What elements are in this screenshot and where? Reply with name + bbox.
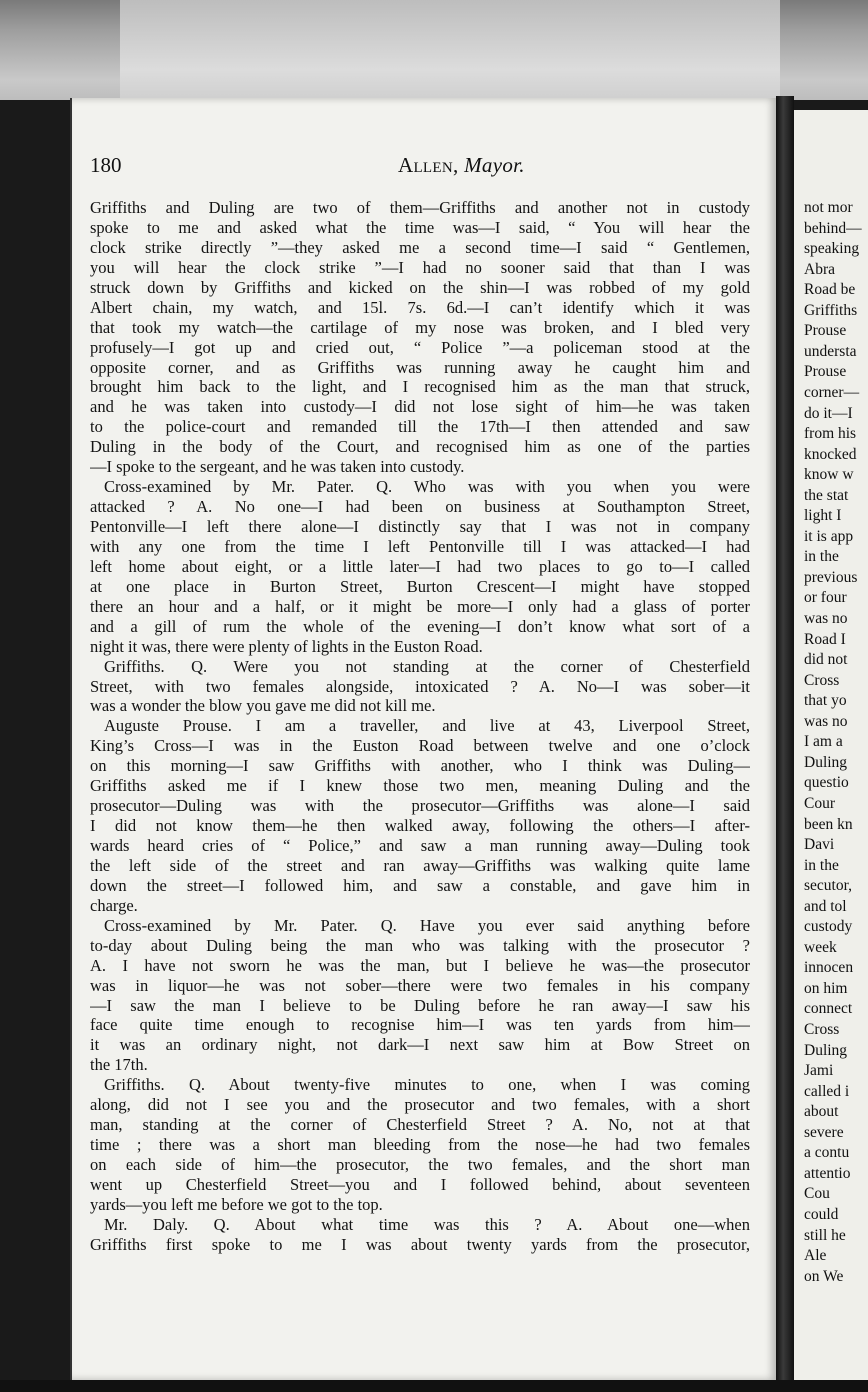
text-line: charge. — [90, 895, 138, 915]
facing-page-line: been kn — [804, 815, 853, 833]
text-line: brought him back to the light, and I recognised him as the man that struck, — [90, 377, 750, 397]
text-line: and a gill of rum the whole of the evening—I don’t know what sort of a — [90, 616, 750, 636]
text-line: profusely—I got up and cried out, “ Police ”—a policeman stood at the — [90, 337, 750, 357]
text-line: I did not know them—he then walked away, following the others—I after- — [90, 816, 750, 836]
text-line: prosecutor—Duling was with the prosecutor—Griffiths was alone—I said — [90, 796, 750, 816]
facing-page-line: light I — [804, 507, 842, 525]
previous-page-edge — [120, 0, 780, 100]
text-line: was a wonder the blow you gave me did not kill me. — [90, 696, 436, 716]
facing-page-line: Ale — [804, 1247, 827, 1265]
facing-page-line: and tol — [804, 897, 847, 915]
facing-page-line: or four — [804, 589, 847, 607]
facing-page-line: Duling — [804, 753, 848, 771]
facing-page-line: Abra — [804, 260, 835, 278]
facing-page-line: in the — [804, 548, 839, 566]
facing-page-line: speaking — [804, 240, 860, 258]
text-line: that took my watch—the cartilage of my nose was broken, and I bled very — [90, 317, 750, 337]
facing-page-line: Duling — [804, 1041, 848, 1059]
facing-page-line: Cross — [804, 671, 840, 689]
text-line: yards—you left me before we got to the top. — [90, 1194, 383, 1214]
text-line: to the police-court and remanded till the 17th—I then attended and saw — [90, 417, 750, 437]
facing-page-line: Davi — [804, 836, 835, 854]
facing-page-line: on him — [804, 979, 848, 997]
text-line: went up Chesterfield Street—you and I followed behind, about seventeen — [90, 1174, 750, 1194]
text-line: —I saw the man I believe to be Duling before he ran away—I saw his — [90, 995, 750, 1015]
facing-page-line: Road be — [804, 281, 856, 299]
page-number: 180 — [90, 153, 122, 177]
facing-page-line: week — [804, 938, 837, 956]
facing-page-line: was no — [804, 610, 848, 627]
facing-page-line: understa — [804, 342, 857, 360]
running-head-title: Mayor. — [464, 153, 525, 177]
facing-page-line: Cou — [804, 1185, 830, 1203]
text-line: you will hear the clock strike ”—I had no sooner said that than I was — [90, 257, 750, 277]
facing-page-line: the stat — [804, 486, 849, 504]
facing-page-line: Jami — [804, 1062, 834, 1080]
facing-page-line: Prouse — [804, 322, 847, 340]
facing-page-line: behind— — [804, 219, 862, 237]
text-line: time ; there was a short man bleeding from the nose—he had two females — [90, 1135, 750, 1155]
text-line: Mr. Daly. Q. About what time was this ? A. About one—when — [104, 1214, 750, 1234]
facing-page-line: on We — [804, 1267, 844, 1285]
facing-page-line: knocked — [804, 445, 857, 463]
facing-page-line: that yo — [804, 692, 847, 710]
running-head — [398, 153, 525, 178]
text-line: Cross-examined by Mr. Pater. Q. Who was with you when you were — [104, 477, 750, 497]
book-gutter — [776, 96, 794, 1386]
facing-page-fragment — [794, 110, 868, 1380]
text-line: Griffiths. Q. Were you not standing at the corner of Chesterfield — [104, 656, 750, 676]
text-line: wards heard cries of “ Police,” and saw a man running away—Duling took — [90, 836, 750, 855]
text-line: with any one from the time I left Pentonville till I was attacked—I had — [90, 536, 750, 556]
facing-page-line: from his — [804, 425, 857, 443]
facing-page-line: severe — [804, 1123, 844, 1141]
text-line: struck down by Griffiths and kicked on the shin—I was robbed of my gold — [90, 277, 750, 297]
facing-page-line: could — [804, 1205, 839, 1223]
text-line: there an hour and a half, or it might be more—I only had a glass of porter — [90, 596, 750, 616]
facing-page-line: still he — [804, 1226, 846, 1244]
facing-page-line: did not — [804, 651, 848, 669]
facing-page-line: corner— — [804, 383, 860, 401]
text-line: down the street—I followed him, and saw a constable, and gave him in — [90, 875, 750, 895]
text-line: clock strike directly ”—they asked me a second time—I said “ Gentlemen, — [90, 237, 750, 257]
scan-bottom-margin — [0, 1380, 868, 1392]
facing-page-line: previous — [804, 568, 858, 586]
page-header — [90, 153, 550, 183]
scan-top-margin — [0, 0, 868, 100]
text-line: Griffiths asked me if I knew those two men, meaning Duling and the — [90, 776, 750, 796]
text-line: spoke to me and asked what the time was—I said, “ You will hear the — [90, 217, 750, 237]
text-line: —I spoke to the sergeant, and he was taken into custody. — [90, 457, 465, 477]
text-line: Cross-examined by Mr. Pater. Q. Have you ever said anything before — [104, 915, 750, 935]
text-line: on each side of him—the prosecutor, the two females, and the short man — [90, 1155, 750, 1174]
text-line: and he was taken into custody—I did not lose sight of him—he was taken — [90, 397, 750, 417]
text-line: was in liquor—he was not sober—there were two females in his company — [90, 975, 750, 995]
facing-page-line: custody — [804, 918, 853, 936]
text-line: the 17th. — [90, 1055, 148, 1075]
facing-page-line: attentio — [804, 1164, 851, 1182]
text-line: to-day about Duling being the man who was talking with the prosecutor ? — [90, 935, 750, 955]
facing-page-line: connect — [804, 1000, 853, 1018]
text-line: Auguste Prouse. I am a traveller, and live at 43, Liverpool Street, — [104, 716, 750, 736]
facing-page-line: Griffiths — [804, 301, 858, 319]
facing-page-line: know w — [804, 466, 854, 484]
text-line: Duling in the body of the Court, and recognised him as one of the parties — [90, 437, 750, 457]
facing-page-line: innocen — [804, 959, 854, 977]
running-head-name: Allen, — [398, 153, 459, 177]
testimony-text — [90, 198, 750, 1255]
facing-page-line: a contu — [804, 1144, 850, 1162]
facing-page-line: Prouse — [804, 363, 847, 381]
text-line: night it was, there were plenty of lights in the Euston Road. — [90, 636, 483, 656]
text-line: Pentonville—I left there alone—I distinctly say that I was not in company — [90, 517, 750, 536]
facing-page-line: Cour — [804, 794, 835, 812]
facing-page-line: it is app — [804, 527, 854, 545]
text-line: A. I have not sworn he was the man, but I believe he was—the prosecutor — [90, 955, 750, 975]
text-line: at one place in Burton Street, Burton Crescent—I might have stopped — [90, 576, 750, 596]
facing-page-line: about — [804, 1103, 839, 1121]
text-line: along, did not I see you and the prosecutor and two females, with a short — [90, 1095, 750, 1115]
facing-page-line: not mor — [804, 199, 853, 216]
text-line: King’s Cross—I was in the Euston Road between twelve and one o’clock — [90, 736, 750, 756]
text-line: attacked ? A. No one—I had been on business at Southampton Street, — [90, 497, 750, 517]
facing-page-line: Cross — [804, 1021, 840, 1038]
text-line: Street, with two females alongside, intoxicated ? A. No—I was sober—it — [90, 676, 750, 696]
text-line: on this morning—I saw Griffiths with another, who I think was Duling— — [90, 756, 750, 776]
facing-page-line: called i — [804, 1082, 850, 1100]
text-line: left home about eight, or a little later—I had two places to go to—I called — [90, 556, 750, 576]
facing-page-line: Road I — [804, 630, 846, 648]
facing-page-line: secutor, — [804, 877, 853, 895]
text-line: Albert chain, my watch, and 15l. 7s. 6d.—I can’t identify which it was — [90, 297, 750, 317]
facing-page-line: I am a — [804, 733, 843, 751]
text-line: Griffiths first spoke to me I was about twenty yards from the prosecutor, — [90, 1234, 750, 1254]
facing-page-line: do it—I — [804, 404, 853, 422]
facing-page-line: in the — [804, 856, 839, 874]
text-line: it was an ordinary night, not dark—I next saw him at Bow Street on — [90, 1035, 750, 1055]
facing-page-line: questio — [804, 774, 849, 792]
text-line: man, standing at the corner of Chesterfield Street ? A. No, not at that — [90, 1115, 750, 1135]
text-line: Griffiths and Duling are two of them—Griffiths and another not in custody — [90, 198, 750, 217]
text-line: face quite time enough to recognise him—I was ten yards from him— — [90, 1015, 750, 1035]
facing-page-line: was no — [804, 712, 848, 730]
text-line: Griffiths. Q. About twenty-five minutes to one, when I was coming — [104, 1075, 750, 1095]
text-line: opposite corner, and as Griffiths was running away he caught him and — [90, 357, 750, 377]
text-line: the left side of the street and ran away—Griffiths was walking quite lame — [90, 855, 750, 875]
